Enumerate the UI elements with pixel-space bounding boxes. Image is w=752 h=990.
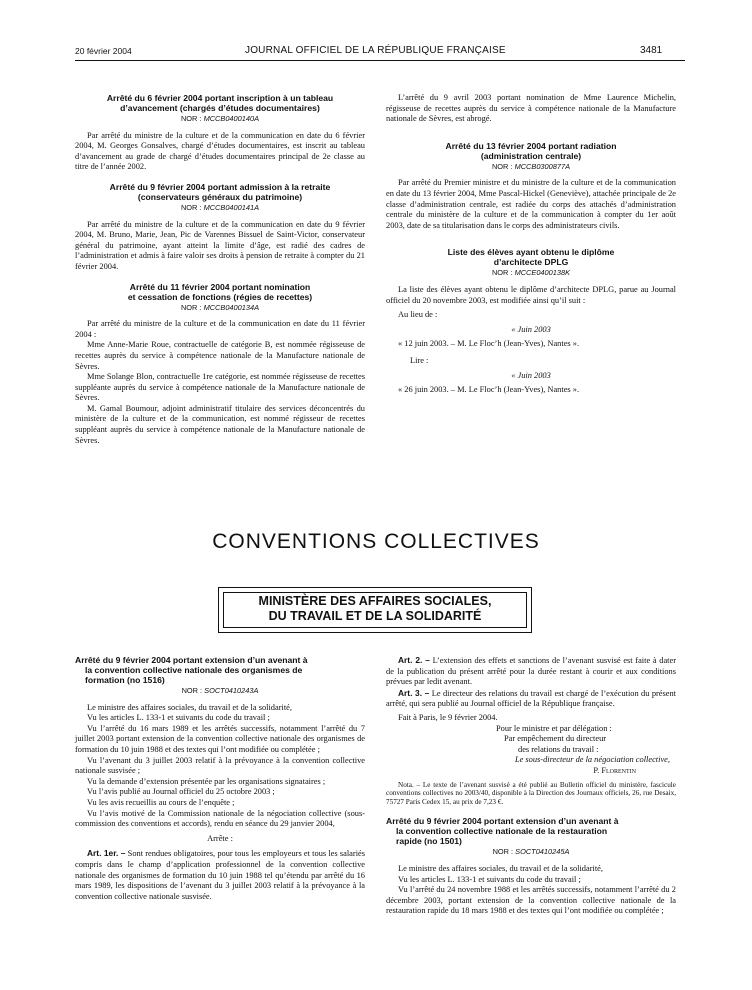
article-paragraph: « 12 juin 2003. – M. Le Floc’h (Jean-Yves), Nantes ». [398,339,580,349]
signature-line: Pour le ministre et par délégation : [496,723,612,733]
article-paragraph: « 26 juin 2003. – M. Le Floc’h (Jean-Yves), Nantes ». [398,385,580,395]
nor-reference: NOR : MCCB0300877A [491,161,571,171]
signature-line: Le sous-directeur de la négociation collective, [514,755,670,765]
section-heading: CONVENTIONS COLLECTIVES [212,530,540,553]
article-paragraph: Vu l’arrêté du 24 novembre 1988 et les arrêtés successifs, notamment l’arrêté du 2 décembre 2003, portant extension de la convention collective nationale de la restauration rapide du 18 mars 1988 et des textes qui l’ont modifiée ou complétée ; [386,885,676,916]
article-paragraph: « Juin 2003 [511,324,551,334]
article-paragraph: Au lieu de : [398,310,438,320]
article-paragraph: Lire : [410,355,429,365]
nor-reference: NOR : SOCT0410243A [181,686,259,695]
header-date: 20 février 2004 [75,46,132,56]
article-paragraph: Art. 3. – Le directeur des relations du travail est chargé de l’exécution du présent arrêté, qui sera publié au Journal officiel de la République française. [386,687,677,709]
article-paragraph: Vu les articles L. 133-1 et suivants du code du travail ; [87,713,270,723]
left-column-top [75,93,365,446]
article-paragraph: Vu l’avis publié au Journal officiel du 25 octobre 2003 ; [87,787,275,797]
left-column-bottom [75,655,365,902]
article-paragraph: Vu l’avis motivé de la Commission nationale de la négociation collective (sous-commission des conventions et accords), rendu en séance du 29 janvier 2004, [75,808,365,829]
article-paragraph: Art. 2. – L’extension des effets et sanctions de l’avenant susvisé est faite à dater de la publication du présent arrêté pour la durée restant à courir et aux conditions prévues par ledit avenant. [386,655,676,687]
article-paragraph: Vu l’arrêté du 16 mars 1989 et les arrêtés successifs, notamment l’arrêté du 7 juillet 2003 portant extension de la convention collective nationale des organismes de formation du 10 juin 1988 et des textes qui l’ont modifiée ou complétée ; [75,723,365,754]
article-title: Arrêté du 6 février 2004 portant inscription à un tableau d’avancement (chargés d’études documentaires) [106,93,334,113]
nor-reference: NOR : MCCB0400140A [180,114,260,123]
ministry-box [218,587,532,633]
nor-reference: NOR : SOCT0410245A [492,847,570,857]
article-paragraph: Le ministre des affaires sociales, du travail et de la solidarité, [398,863,603,873]
article-paragraph: M. Gamal Boumour, adjoint administratif titulaire des services déconcentrés du ministère de la culture et de la communication, est nommé régisseur de recettes suppléant auprès du service à compétence nationale de la Manufacture nationale de Sèvres. [75,403,365,445]
article-paragraph: La liste des élèves ayant obtenu le diplôme d’architecte DPLG, parue au Journal officiel du 20 novembre 2003, est modifiée ainsi qu’il suit : [386,284,676,305]
nor-reference: NOR : MCCB0400141A [180,202,260,212]
signatory-name: P. Florentin [593,765,636,775]
nota-note: Nota. – Le texte de l’avenant susvisé a été publié au Bulletin officiel du ministère, fascicule conventions collectives no 2003/40, disponible à la Direction des Journaux officiels, 26, rue Desaix, 75727 Paris Cedex 15, au prix de 7,23 €. [386,780,676,806]
article-paragraph: « Juin 2003 [511,370,551,380]
article-paragraph: Mme Solange Blon, contractuelle 1re catégorie, est nommée régisseuse de recettes suppléante auprès du service à compétence nationale de la Manufacture nationale de Sèvres. [75,372,365,403]
article-title: Arrêté du 9 février 2004 portant extension d’un avenant à la convention collective nationale des organismes de formation (no 1516) [75,655,308,685]
article-title: Arrêté du 9 février 2004 portant extension d’un avenant à la convention collective nationale de la restauration rapide (no 1501) [386,816,619,847]
header-rule [75,60,685,61]
article-paragraph: Vu les articles L. 133-1 et suivants du code du travail ; [398,874,581,884]
signature-line: des relations du travail : [518,744,599,754]
article-body: Par arrêté du Premier ministre et du ministre de la culture et de la communication en date du 13 février 2004, Mme Pascal-Hickel (Geneviève), attachée principale de 2e classe d’administration centrale, est radiée du corps des attachés d’administration centrale du ministère de la culture et de la communication à compter du 1er août 2003, date de sa titularisation dans le corps des administrateurs civils. [386,178,676,230]
ministry-name: MINISTÈRE DES AFFAIRES SOCIALES, DU TRAVAIL ET DE LA SOLIDARITÉ [223,592,527,628]
article-paragraph: Mme Anne-Marie Roue, contractuelle de catégorie B, est nommée régisseuse de recettes auprès du service à compétence nationale de la Manufacture nationale de Sèvres. [75,340,365,371]
article-title: Liste des élèves ayant obtenu le diplôme d’architecte DPLG [447,247,615,268]
article-paragraph: Le ministre des affaires sociales, du travail et de la solidarité, [87,702,292,712]
article-title: Arrêté du 13 février 2004 portant radiation (administration centrale) [445,140,617,161]
nor-reference: NOR : MCCB0400134A [180,302,260,312]
nor-reference: NOR : MCCE0400138K [491,268,571,278]
right-column-bottom [386,655,676,917]
article-paragraph: Vu la demande d’extension présentée par les organisations signataires ; [87,776,326,786]
article-paragraph: Fait à Paris, le 9 février 2004. [398,712,498,722]
article-body: Par arrêté du ministre de la culture et de la communication en date du 9 février 2004, M. Bruno, Marie, Jean, Pic de Varennes Bissuel de Saint-Victor, conservateur général du patrimoine, ayant atteint la limite d’âge, est radié des cadres de l’administration et admis à faire valoir ses droits à pension de retraite à compter du 21 février 2004. [75,219,365,271]
arrete-heading: Arrête : [207,833,233,843]
article-paragraph: L’arrêté du 9 avril 2003 portant nomination de Mme Laurence Michelin, régisseuse de recettes auprès du service à compétence nationale de la Manufacture nationale de Sèvres, est abrogé. [386,93,676,124]
signature-line: Par empêchement du directeur [504,734,607,744]
article-paragraph: Vu l’avenant du 3 juillet 2003 relatif à la prévoyance à la convention collective nationale susvisée ; [75,755,365,776]
article-paragraph: Vu les avis recueillis au cours de l’enquête ; [87,797,235,807]
article-title: Arrêté du 11 février 2004 portant nomination et cessation de fonctions (régies de recettes) [127,281,313,302]
article-body: Par arrêté du ministre de la culture et de la communication en date du 6 février 2004, M. Georges Gonsalves, chargé d’études documentaires, est inscrit au tableau d’avancement au grade de chargé d’études documentaires principal de 2e classe au titre de l’année 2002. [75,130,365,172]
journal-title: JOURNAL OFFICIEL DE LA RÉPUBLIQUE FRANÇAISE [245,45,506,56]
article-title: Arrêté du 9 février 2004 portant admission à la retraite (conservateurs généraux du patrimoine) [109,181,331,202]
article-paragraph: Par arrêté du ministre de la culture et de la communication en date du 11 février 2004 : [75,319,365,339]
page-number: 3481 [640,45,663,56]
right-column-top [386,93,676,396]
article-paragraph: Art. 1er. – Sont rendues obligatoires, pour tous les employeurs et tous les salariés compris dans le champ d’application professionnel de la convention collective nationale des organismes de formation du 10 juin 1988 tel qu’étendu par arrêté du 16 mars 1989, les dispositions de l’avenant du 3 juillet 2003 relatif à la prévoyance à la convention collective nationale susvisée. [75,848,365,901]
